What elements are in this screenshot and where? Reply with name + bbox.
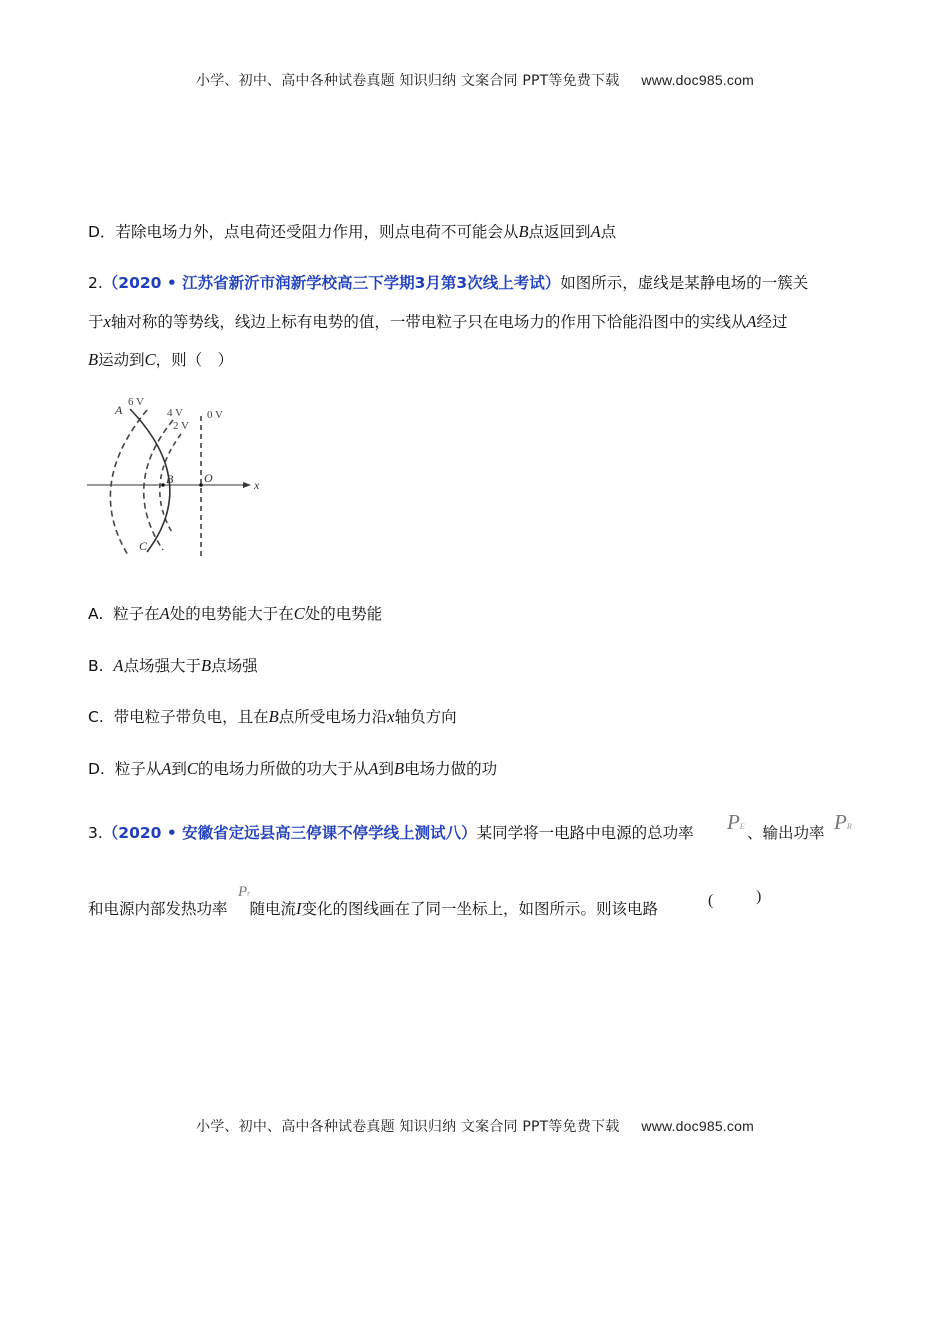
equipotential-6v: [110, 410, 147, 555]
q2-option-d: D. 粒子从A到C的电场力所做的功大于从A到B电场力做的功: [88, 759, 498, 778]
label-point-c: C: [139, 539, 148, 553]
q2-equipotential-figure: [85, 392, 270, 567]
symbol-pe: PE: [727, 810, 745, 834]
q2-option-a: A. 粒子在A处的电势能大于在C处的电势能: [88, 604, 383, 623]
point-b-dot: [161, 483, 165, 487]
x-axis-arrow: [243, 482, 251, 488]
header-text: 小学、初中、高中各种试卷真题 知识归纳 文案合同 PPT等免费下载: [196, 73, 620, 89]
q3-line-1: 3.（2020 • 安徽省定远县高三停课不停学线上测试八）某同学将一电路中电源的总功率: [88, 824, 694, 842]
label-2v: 2 V: [173, 420, 189, 432]
q2-option-b: B. A点场强大于B点场强: [88, 656, 258, 675]
label-origin-o: O: [204, 471, 213, 485]
page-header: [0, 70, 950, 90]
q2-source: （2020 • 江苏省新沂市润新学校高三下学期3月第3次线上考试）: [102, 274, 561, 292]
q2-line-3: B运动到C，则（ ）: [88, 350, 234, 369]
q3-line-2: 和电源内部发热功率 随电流I变化的图线画在了同一坐标上，如图所示。则该电路: [88, 899, 659, 918]
q2-option-c: C. 带电粒子带负电，且在B点所受电场力沿x轴负方向: [88, 707, 457, 726]
q3-source: （2020 • 安徽省定远县高三停课不停学线上测试八）: [102, 824, 477, 842]
answer-paren-close: ): [756, 888, 762, 905]
label-point-a: A: [115, 403, 123, 417]
label-4v: 4 V: [167, 407, 183, 419]
q3-number: 3.: [88, 824, 103, 842]
q2-line-2: 于x轴对称的等势线，线边上标有电势的值，一带电粒子只在电场力的作用下恰能沿图中的实线从A经过: [88, 312, 788, 331]
particle-trajectory: [130, 409, 170, 552]
label-axis-x: x: [254, 478, 260, 492]
answer-paren-open: (: [708, 892, 714, 909]
header-url[interactable]: www.doc985.com: [641, 72, 754, 88]
page-footer: [0, 1116, 950, 1136]
q2-line-1: 2.（2020 • 江苏省新沂市润新学校高三下学期3月第3次线上考试）如图所示，虚线是某静电场的一簇关: [88, 274, 809, 292]
symbol-pr: PR: [834, 810, 852, 834]
q3-separator: 、输出功率: [747, 824, 825, 842]
footer-text: 小学、初中、高中各种试卷真题 知识归纳 文案合同 PPT等免费下载: [196, 1119, 620, 1135]
point-o-dot: [199, 483, 203, 487]
label-0v: 0 V: [207, 409, 223, 421]
q2-number: 2.: [88, 274, 103, 292]
symbol-pr-internal: Pr: [238, 884, 251, 900]
prev-option-d: D．若除电场力外，点电荷还受阻力作用，则点电荷不可能会从B点返回到A点: [88, 222, 617, 241]
label-6v: 6 V: [128, 396, 144, 408]
label-point-b: B: [166, 472, 174, 486]
footer-url[interactable]: www.doc985.com: [641, 1118, 754, 1134]
